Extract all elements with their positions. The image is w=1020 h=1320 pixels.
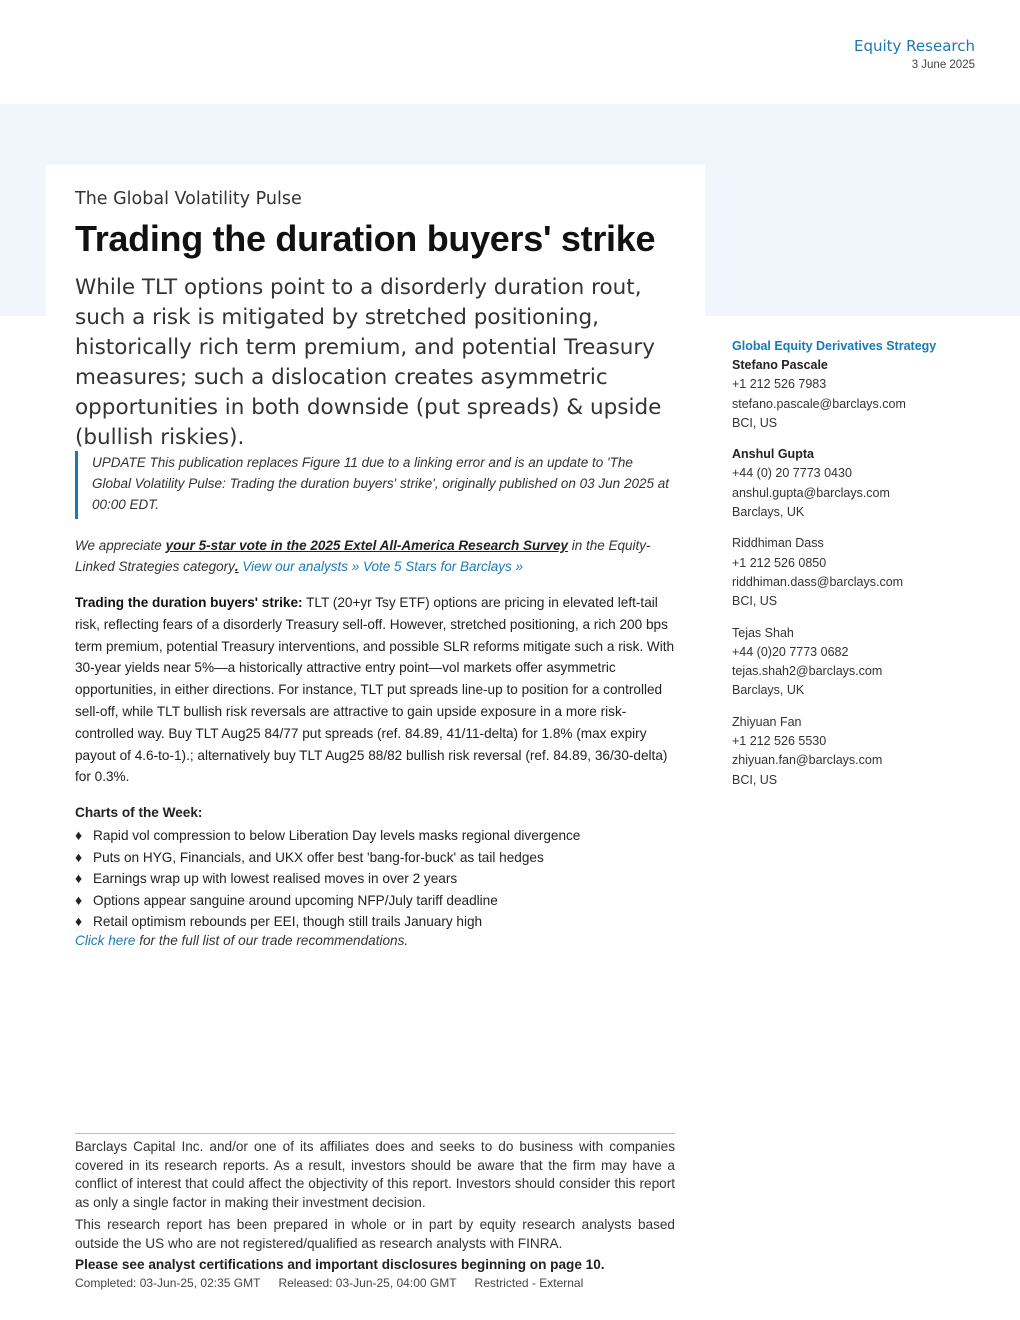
report-date: 3 June 2025 <box>911 59 975 71</box>
chart-item-text: Options appear sanguine around upcoming NFP/July tariff deadline <box>93 892 498 908</box>
analyst-entity: Barclays, UK <box>732 505 805 520</box>
analyst-phone: +1 212 526 7983 <box>732 377 827 392</box>
analyst-entity: BCI, US <box>732 415 778 430</box>
analyst-sidebar <box>732 339 992 802</box>
analyst-phone: +1 212 526 0850 <box>732 555 827 570</box>
period-link[interactable]: . <box>234 559 239 574</box>
analyst-email[interactable]: tejas.shah2@barclays.com <box>732 664 883 679</box>
completed-time: Completed: 03-Jun-25, 02:35 GMT <box>75 1276 261 1290</box>
analyst-name: Riddhiman Dass <box>732 536 824 551</box>
diamond-bullet-icon: ♦ <box>75 870 83 887</box>
list-item <box>75 911 580 933</box>
conflict-disclaimer: Barclays Capital Inc. and/or one of its affiliates does and seeks to do business with companies covered in its research reports. As a result, investors should be aware that the firm may have a conflict of interest that could affect the objectivity of this report. Investors should consider this report as only a single factor in making their investment decision. <box>75 1139 675 1210</box>
charts-of-week-list <box>75 825 580 933</box>
chart-item-text: Puts on HYG, Financials, and UKX offer best 'bang-for-buck' as tail hedges <box>93 849 544 865</box>
list-item <box>75 868 580 890</box>
summary-text: TLT (20+yr Tsy ETF) options are pricing in elevated left-tail risk, reflecting fears of a disorderly Treasury sell-off. However, stretched positioning, a rich 200 bps term premium, potential Treasury interventions, and possible SLR reforms mitigate such a risk. With 30-year yields near 5%—a historically attractive entry point—vol markets offer asymmetric opportunities, in either directions. For instance, TLT put spreads line-up to position for a controlled sell-off, while TLT bullish risk reversals are attractive to gain upside exposure in a more risk-controlled way. Buy TLT Aug25 84/77 put spreads (ref. 84.89, 41/11-delta) for 1.8% (max expiry payout of 4.6-to-1).; alternatively buy TLT Aug25 88/82 bullish risk reversal (ref. 84.89, 36/30-delta) for 0.3%. <box>75 595 675 785</box>
analyst-name: Tejas Shah <box>732 625 794 640</box>
list-item <box>75 890 580 912</box>
analyst-phone: +44 (0)20 7773 0682 <box>732 644 849 659</box>
analyst-phone: +44 (0) 20 7773 0430 <box>732 466 852 481</box>
analyst-card <box>732 445 992 522</box>
chart-item-text: Earnings wrap up with lowest realised moves in over 2 years <box>93 871 458 887</box>
analyst-card <box>732 713 992 790</box>
released-time: Released: 03-Jun-25, 04:00 GMT <box>278 1276 457 1290</box>
diamond-bullet-icon: ♦ <box>75 891 83 908</box>
diamond-bullet-icon: ♦ <box>75 827 83 843</box>
charts-of-week-heading: Charts of the Week: <box>75 805 203 820</box>
survey-vote-link[interactable]: your 5-star vote in the 2025 Extel All-America Research Survey <box>165 538 568 553</box>
analyst-email[interactable]: riddhiman.dass@barclays.com <box>732 574 904 589</box>
department-label: Equity Research <box>853 37 975 55</box>
analyst-entity: BCI, US <box>732 594 778 609</box>
finra-disclaimer: This research report has been prepared in whole or in part by equity research analysts based outside the US who are not registered/qualified as research analysts with FINRA. <box>75 1217 675 1251</box>
chart-item-text: Rapid vol compression to below Liberation Day levels masks regional divergence <box>93 828 581 843</box>
disclosures-notice: Please see analyst certifications and important disclosures beginning on page 10. <box>75 1257 605 1272</box>
list-item <box>75 825 580 847</box>
update-note-text: UPDATE This publication replaces Figure 11 due to a linking error and is an update to 'The Global Volatility Pulse: Trading the duration buyers' strike', originally published on 03 Jun 2025 at 00:00 EDT. <box>92 455 669 512</box>
analyst-email[interactable]: zhiyuan.fan@barclays.com <box>732 753 883 768</box>
analyst-name: Stefano Pascale <box>732 358 828 372</box>
trade-recommendations-line <box>75 933 408 948</box>
analyst-entity: Barclays, UK <box>732 683 805 698</box>
footer-divider <box>75 1133 675 1134</box>
analyst-email[interactable]: anshul.gupta@barclays.com <box>732 485 890 500</box>
report-subtitle: While TLT options point to a disorderly duration rout, such a risk is mitigated by stretched positioning, historically rich term premium, and potential Treasury measures; such a dislocation creates asymmetric opportunities in both downside (put spreads) & upside (bullish riskies). <box>75 275 662 450</box>
report-header <box>854 37 975 71</box>
team-name: Global Equity Derivatives Strategy <box>732 339 937 353</box>
analyst-name: Anshul Gupta <box>732 447 814 462</box>
click-here-link[interactable]: Click here <box>75 933 136 948</box>
appreciate-middle: in the Equity-Linked Strategies category <box>75 538 651 574</box>
diamond-bullet-icon: ♦ <box>75 913 83 930</box>
click-here-rest: for the full list of our trade recommendations. <box>135 933 409 948</box>
analyst-card <box>732 534 992 611</box>
series-name: The Global Volatility Pulse <box>75 189 302 209</box>
view-analysts-link[interactable]: View our analysts » Vote 5 Stars for Barclays » <box>242 559 524 574</box>
analyst-email[interactable]: stefano.pascale@barclays.com <box>732 396 906 411</box>
update-note <box>75 451 675 519</box>
publication-meta <box>75 1276 601 1290</box>
summary-lead: Trading the duration buyers' strike: <box>75 595 303 610</box>
appreciate-prefix: We appreciate <box>75 538 166 553</box>
analyst-phone: +1 212 526 5530 <box>732 734 827 749</box>
summary-paragraph <box>75 592 675 788</box>
analyst-name: Zhiyuan Fan <box>732 714 802 729</box>
chart-item-text: Retail optimism rebounds per EEI, though still trails January high <box>93 914 483 930</box>
analyst-card <box>732 624 992 701</box>
survey-appreciation <box>75 535 675 577</box>
restriction-label: Restricted - External <box>474 1276 584 1290</box>
analyst-entity: BCI, US <box>732 772 778 787</box>
analyst-card <box>732 356 992 433</box>
list-item <box>75 847 580 869</box>
report-title: Trading the duration buyers' strike <box>75 218 656 259</box>
diamond-bullet-icon: ♦ <box>75 848 83 865</box>
